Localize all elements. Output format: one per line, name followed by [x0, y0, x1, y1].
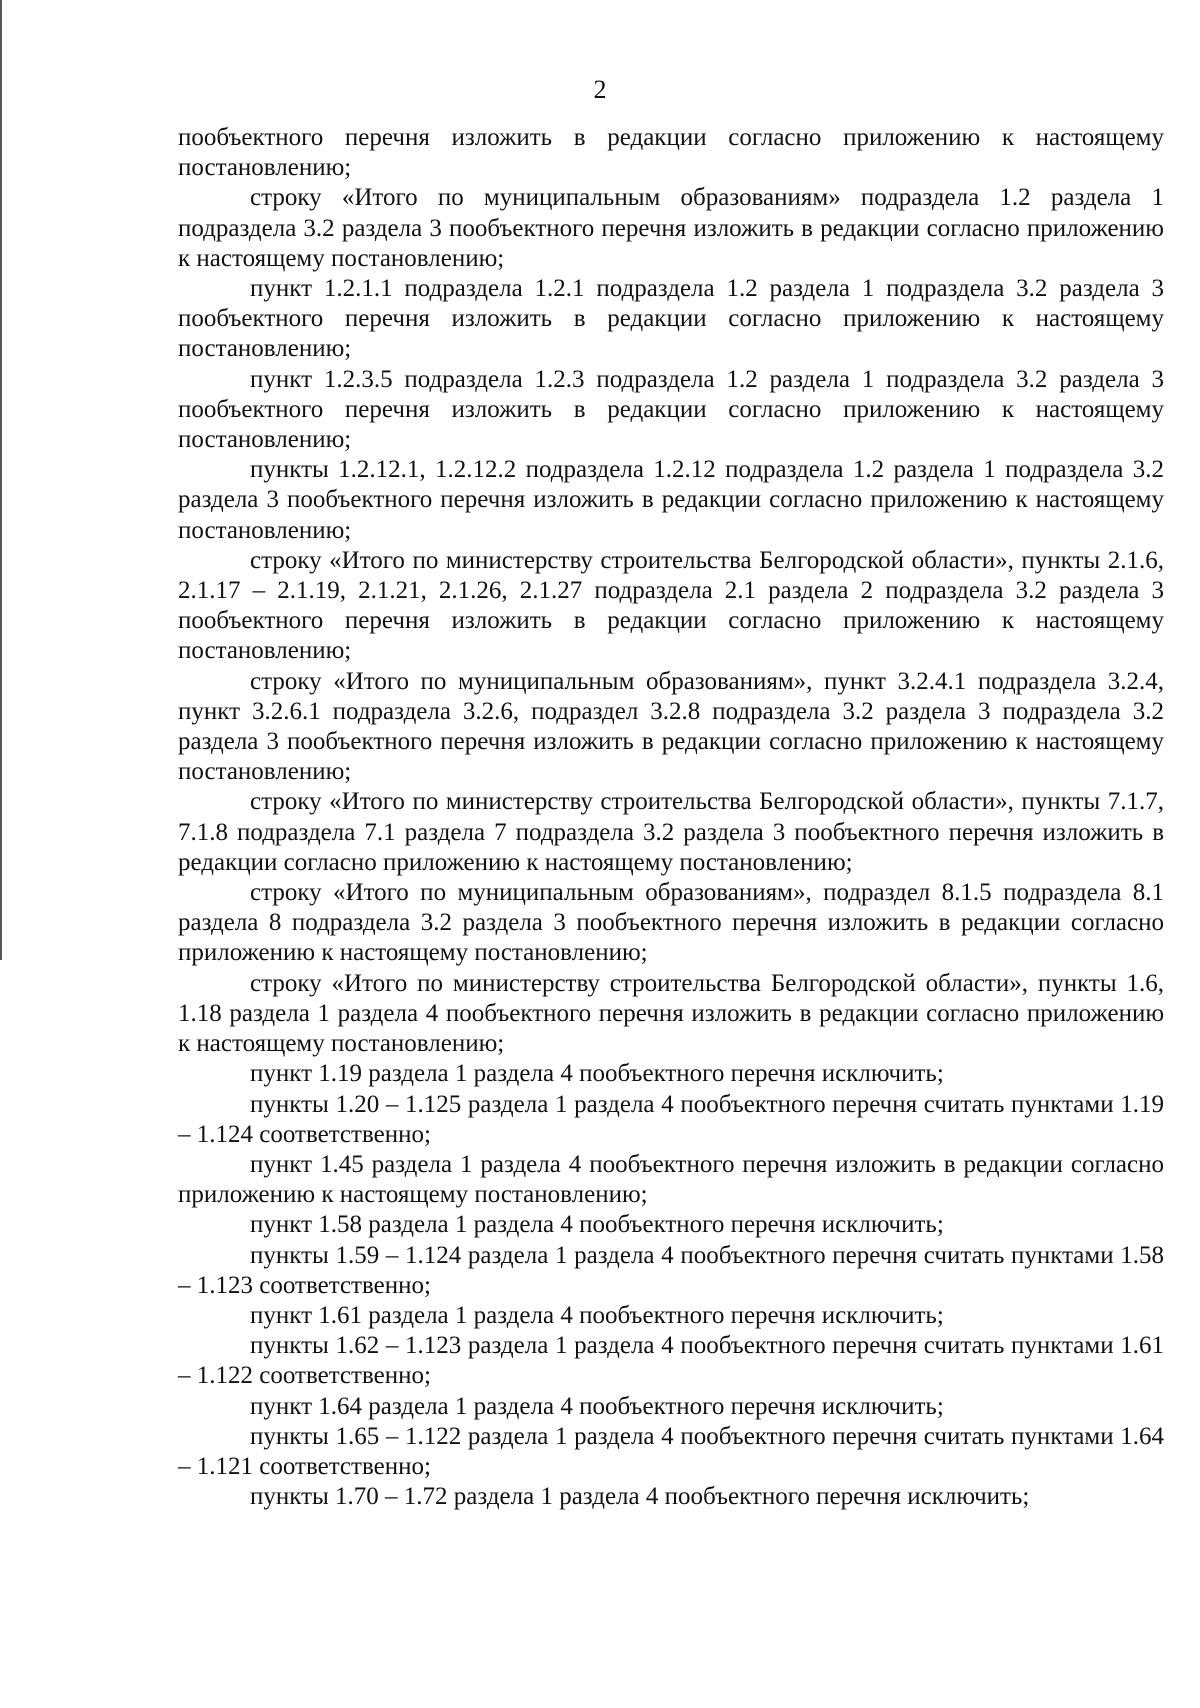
paragraph: пункты 1.20 – 1.125 раздела 1 раздела 4 пообъектного перечня считать пунктами 1.19 – 1.124 соответственно; [178, 1090, 1164, 1148]
paragraph: пункты 1.65 – 1.122 раздела 1 раздела 4 пообъектного перечня считать пунктами 1.64 – 1.121 соответственно; [178, 1422, 1164, 1480]
document-body [178, 123, 1164, 1512]
paragraph: пообъектного перечня изложить в редакции согласно приложению к настоящему постановлению; [178, 124, 1164, 182]
paragraph: пункты 1.70 – 1.72 раздела 1 раздела 4 пообъектного перечня исключить; [250, 1483, 1030, 1511]
paragraph: пункты 1.2.12.1, 1.2.12.2 подраздела 1.2.12 подраздела 1.2 раздела 1 подраздела 3.2 раздела 3 пообъектного перечня изложить в редакции согласно приложению к настоящему постановлению; [178, 456, 1164, 544]
scan-edge-line [0, 0, 2, 960]
paragraph: пункты 1.62 – 1.123 раздела 1 раздела 4 пообъектного перечня считать пунктами 1.61 – 1.122 соответственно; [178, 1332, 1164, 1390]
paragraph: пункт 1.2.1.1 подраздела 1.2.1 подраздела 1.2 раздела 1 подраздела 3.2 раздела 3 пообъектного перечня изложить в редакции согласно приложению к настоящему постановлению; [178, 275, 1164, 363]
paragraph: пункт 1.64 раздела 1 раздела 4 пообъектного перечня исключить; [250, 1392, 944, 1420]
paragraph: пункт 1.45 раздела 1 раздела 4 пообъектного перечня изложить в редакции согласно приложению к настоящему постановлению; [178, 1150, 1164, 1209]
paragraph: строку «Итого по муниципальным образованиям», пункт 3.2.4.1 подраздела 3.2.4, пункт 3.2.6.1 подраздела 3.2.6, подраздел 3.2.8 подраздела 3.2 раздела 3 подраздела 3.2 раздела 3 пообъектного перечня изложить в редакции согласно приложению к настоящему постановлению; [178, 667, 1164, 786]
paragraph: строку «Итого по министерству строительства Белгородской области», пункты 2.1.6, 2.1.17 – 2.1.19, 2.1.21, 2.1.26, 2.1.27 подраздела 2.1 раздела 2 подраздела 3.2 раздела 3 пообъектного перечня изложить в редакции согласно приложению к настоящему постановлению; [178, 546, 1164, 665]
paragraph: строку «Итого по министерству строительства Белгородской области», пункты 1.6, 1.18 раздела 1 раздела 4 пообъектного перечня изложить в редакции согласно приложению к настоящему постановлению; [178, 969, 1164, 1058]
page-number: 2 [593, 75, 607, 104]
paragraph: строку «Итого по муниципальным образованиям», подраздел 8.1.5 подраздела 8.1 раздела 8 подраздела 3.2 раздела 3 пообъектного перечня изложить в редакции согласно приложению к настоящему постановлению; [178, 879, 1164, 967]
paragraph: пункт 1.19 раздела 1 раздела 4 пообъектного перечня исключить; [250, 1060, 944, 1088]
paragraph: строку «Итого по муниципальным образованиям» подраздела 1.2 раздела 1 подраздела 3.2 раздела 3 пообъектного перечня изложить в редакции согласно приложению к настоящему постановлению; [178, 184, 1164, 272]
paragraph: пункты 1.59 – 1.124 раздела 1 раздела 4 пообъектного перечня считать пунктами 1.58 – 1.123 соответственно; [178, 1241, 1164, 1299]
paragraph: пункт 1.61 раздела 1 раздела 4 пообъектного перечня исключить; [250, 1301, 944, 1329]
paragraph: строку «Итого по министерству строительства Белгородской области», пункты 7.1.7, 7.1.8 подраздела 7.1 раздела 7 подраздела 3.2 раздела 3 пообъектного перечня изложить в редакции согласно приложению к настоящему постановлению; [178, 788, 1164, 876]
paragraph: пункт 1.58 раздела 1 раздела 4 пообъектного перечня исключить; [250, 1211, 944, 1239]
paragraph: пункт 1.2.3.5 подраздела 1.2.3 подраздела 1.2 раздела 1 подраздела 3.2 раздела 3 пообъектного перечня изложить в редакции согласно приложению к настоящему постановлению; [178, 365, 1164, 454]
